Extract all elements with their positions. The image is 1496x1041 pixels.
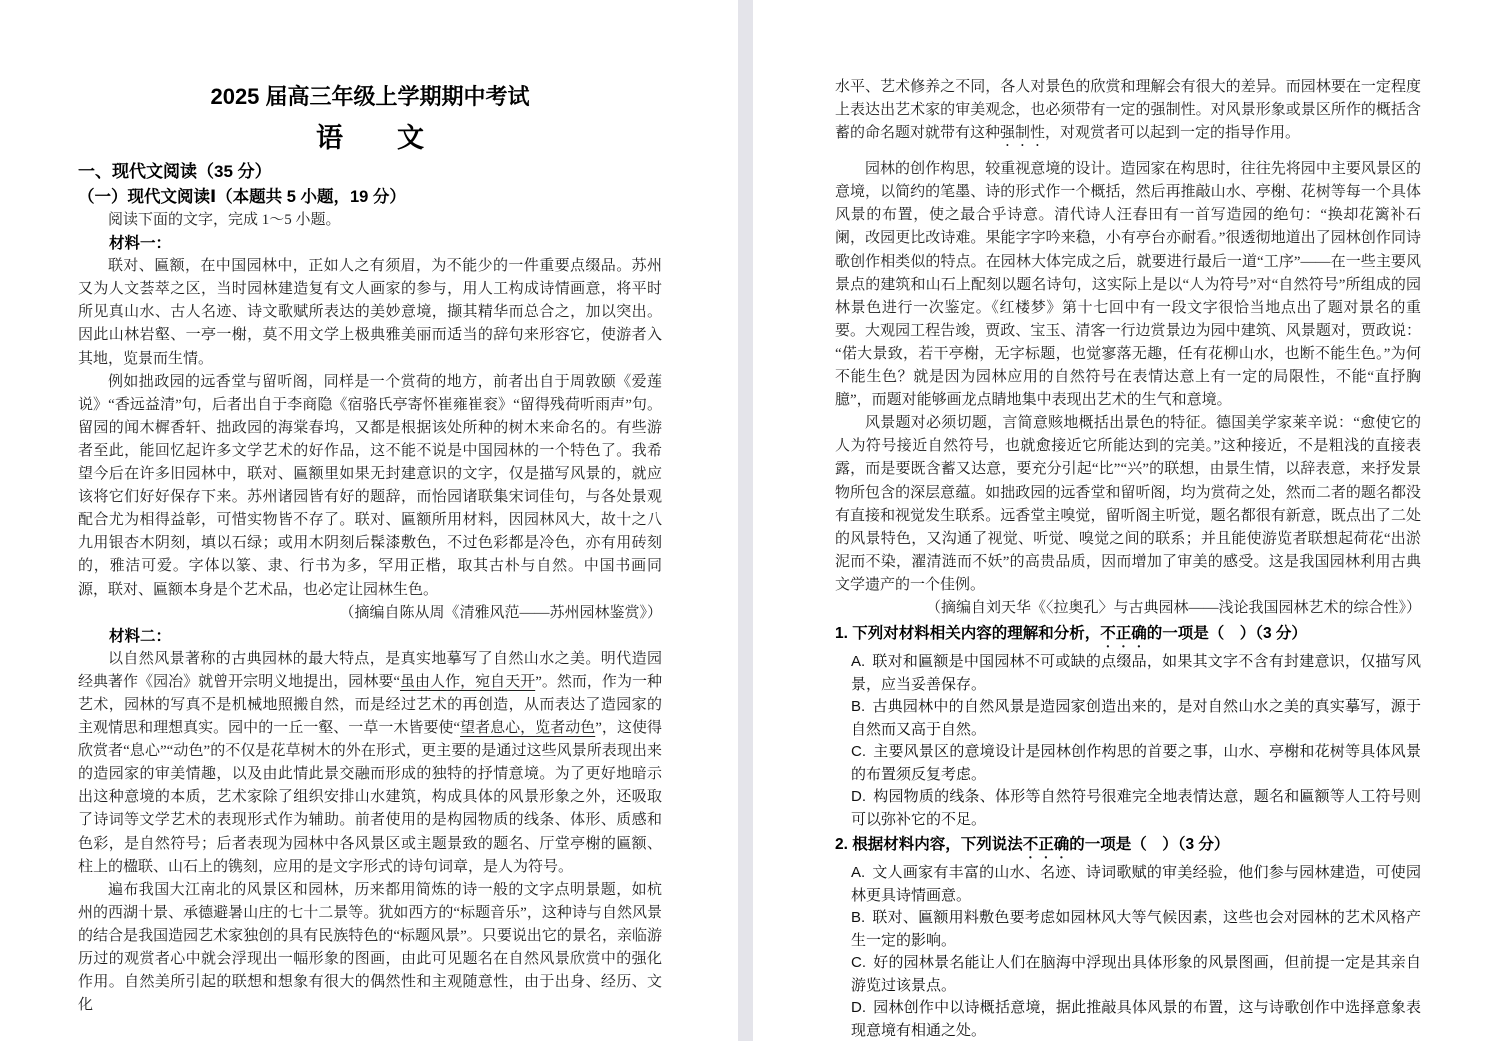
option-text: 好的园林景名能让人们在脑海中浮现出具体形象的风景图画，但前提一定是其亲自游览过该景点。 [851, 954, 1421, 994]
option-letter: A. [851, 653, 866, 671]
option-text: 古典园林中的自然风景是造园家创造出来的，是对自然山水之美的真实摹写，源于自然而又高于自然。 [851, 698, 1421, 738]
exam-title: 2025 届高三年级上学期期中考试 [210, 84, 530, 109]
option-letter: A. [851, 864, 866, 882]
question-2-option-b [835, 907, 1421, 952]
option-letter: C. [851, 954, 866, 972]
question-1-option-b [835, 696, 1421, 741]
question-2-option-c [835, 952, 1421, 997]
material1-label: 材料一： [109, 235, 172, 253]
option-letter: B. [851, 698, 866, 716]
question-2 [835, 833, 1421, 1041]
option-letter: B. [851, 909, 866, 927]
question-1-option-c [835, 741, 1421, 786]
option-text: 文人画家有丰富的山水、名迹、诗词歌赋的审美经验，他们参与园林建造，可使园林更具诗情画意。 [851, 864, 1421, 904]
page-2 [753, 0, 1496, 1041]
page-gap-divider [738, 0, 753, 1041]
question-2-option-d [835, 997, 1421, 1041]
material2-paragraph-1: 以自然风景著称的古典园林的最大特点，是真实地摹写了自然山水之美。明代造园经典著作《园冶》就曾开宗明义地提出，园林要“虽由人作，宛自天开”。然而，作为一种艺术，园林的写真不是机械地照搬自然，而是经过艺术的再创造，从而表达了造园家的主观情思和理想真实。园中的一丘一壑、一草一木皆要使“望者息心，览者动色”，这使得欣赏者“息心”“动色”的不仅是花草树木的外在形式，更主要的是通过这些风景所表现出来的造园家的审美情趣，以及由此情此景交融而形成的独特的抒情意境。为了更好地暗示出这种意境的本质，艺术家除了组织安排山水建筑，构成具体的风景形象之外，还吸取了诗词等文学艺术的表现形式作为辅助。前者使用的是构园物质的线条、体形、质感和色彩，是自然符号；后者表现为园林中各风景区或主题景致的题名、厅堂亭榭的匾额、柱上的楹联、山石上的镌刻，应用的是文字形式的诗句词章，是人为符号。 [78, 650, 662, 875]
question-2-option-a [835, 862, 1421, 907]
option-text: 联对和匾额是中国园林不可或缺的点缀品，如果其文字不含有封建意识，仅描写风景，应当妥善保存。 [851, 653, 1421, 693]
option-letter: D. [851, 788, 866, 806]
material2-paragraph-2: 遍布我国大江南北的风景区和园林，历来都用简炼的诗一般的文字点明景题，如杭州的西湖十景、承德避暑山庄的七十二景等。犹如西方的“标题音乐”，这种诗与自然风景的结合是我国造园艺术家独创的具有民族特色的“标题风景”。只要说出它的景名，亲临游历过的观赏者心中就会浮现出一幅形象的图画，由此可见题名在自然风景欣赏中的强化作用。自然美所引起的联想和想象有很大的偶然性和主观随意性，由于出身、经历、文化 [78, 881, 662, 1014]
page-1 [0, 0, 738, 1041]
material1-source: （摘编自陈从周《清雅风范——苏州园林鉴赏》） [339, 604, 662, 621]
material2-source: （摘编自刘天华《〈拉奥孔〉与古典园林——浅论我国园林艺术的综合性》） [925, 599, 1421, 616]
option-text: 构园物质的线条、体形等自然符号很难完全地表情达意，题名和匾额等人工符号则可以弥补它的不足。 [851, 788, 1421, 828]
subsection-heading: （一）现代文阅读Ⅰ（本题共 5 小题，19 分） [78, 188, 406, 206]
reading-instruction: 阅读下面的文字，完成 1～5 小题。 [108, 212, 341, 228]
option-text: 园林创作中以诗概括意境，据此推敲具体风景的布置，这与诗歌创作中选择意象表现意境有相通之处。 [851, 999, 1421, 1039]
question-2-stem: 2. 根据材料内容，下列说法不正确的一项是（ ）（3 分） [835, 836, 1230, 854]
material1-paragraph-2: 例如拙政园的远香堂与留听阁，同样是一个赏荷的地方，前者出自于周敦颐《爱莲说》“香远益清”句，后者出自于李商隐《宿骆氏亭寄怀崔雍崔衮》“留得残荷听雨声”句。留园的闻木樨香轩、拙政园的海棠春坞，又都是根据该处所种的树木来命名的。有些游者至此，能回忆起许多文学艺术的好作品，这不能不说是中国园林的一个特色了。我希望今后在许多旧园林中，联对、匾额里如果无封建意识的文字，仅是描写风景的，就应该将它们好好保存下来。苏州诸园皆有好的题辞，而怡园诸联集宋词佳句，与各处景观配合尤为相得益彰，可惜实物皆不存了。联对、匾额所用材料，因园林风大，故十之八九用银杏木阴刻，填以石绿；或用木阴刻后髹漆敷色，不过色彩都是冷色，亦有用砖刻的，雅洁可爱。字体以篆、隶、行书为多，罕用正楷，取其古朴与自然。中国书画同源，联对、匾额本身是个艺术品，也必定让园林生色。 [78, 373, 662, 598]
option-text: 联对、匾额用料敷色要考虑如园林风大等气候因素，这些也会对园林的艺术风格产生一定的影响。 [851, 909, 1421, 949]
section-heading: 一、现代文阅读（35 分） [78, 162, 272, 181]
material1-paragraph-1: 联对、匾额，在中国园林中，正如人之有须眉，为不能少的一件重要点缀品。苏州又为人文荟萃之区，当时园林建造复有文人画家的参与，用人工构成诗情画意，将平时所见真山水、古人名迹、诗文歌赋所表达的美妙意境，撷其精华而总合之，加以突出。因此山林岩壑、一亭一榭，莫不用文学上极典雅美丽而适当的辞句来形容它，使游者入其地，览景而生情。 [78, 258, 662, 367]
material2-paragraph-2-continued: 水平、艺术修养之不同，各人对景色的欣赏和理解会有很大的差异。而园林要在一定程度上表达出艺术家的审美观念，也必须带有一定的强制性。对风景形象或景区所作的概括含蓄的命名题对就带有这种强制性，对观赏者可以起到一定的指导作用。 [835, 79, 1421, 142]
question-1 [835, 622, 1421, 831]
question-1-option-a [835, 651, 1421, 696]
material2-paragraph-4: 风景题对必须切题，言简意赅地概括出景色的特征。德国美学家莱辛说：“愈使它的人为符号接近自然符号，也就愈接近它所能达到的完美。”这种接近，不是粗浅的直接表露，而是要既含蓄又达意，要充分引起“比”“兴”的联想，由景生情，以辞表意，来抒发景物所包含的深层意蕴。如拙政园的远香堂和留听阁，均为赏荷之处，然而二者的题名都没有直接和视觉发生联系。远香堂主嗅觉，留听阁主听觉，题名都很有新意，既点出了二处的风景特色，又沟通了视觉、听觉、嗅觉之间的联系；并且能使游览者联想起荷花“出淤泥而不染，濯清涟而不妖”的高贵品质，因而增加了审美的感受。这是我国园林利用古典文学遗产的一个佳例。 [835, 415, 1421, 593]
question-1-option-d [835, 786, 1421, 831]
question-1-stem: 1. 下列对材料相关内容的理解和分析，不正确的一项是（ ）（3 分） [835, 625, 1307, 643]
option-letter: D. [851, 999, 866, 1017]
material2-paragraph-3: 园林的创作构思，较重视意境的设计。造园家在构思时，往往先将园中主要风景区的意境，以简约的笔墨、诗的形式作一个概括，然后再推敲山水、亭榭、花树等每一个具体风景的布置，使之最合乎诗意。清代诗人汪春田有一首写造园的绝句：“换却花篱补石阑，改园更比改诗难。果能字字吟来稳，小有亭台亦耐看。”很透彻地道出了园林创作同诗歌创作相类似的特点。在园林大体完成之后，就要进行最后一道“工序”——在一些主要风景点的建筑和山石上配刻以题名诗句，这实际上是以“人为符号”对“自然符号”所组成的园林景色进行一次鉴定。《红楼梦》第十七回中有一段文字很恰当地点出了题对景名的重要。大观园工程告竣，贾政、宝玉、清客一行边赏景边为园中建筑、风景题对，贾政说：“偌大景致，若干亭榭，无字标题，也觉寥落无趣，任有花柳山水，也断不能生色。”为何不能生色？就是因为园林应用的自然符号在表情达意上有一定的局限性，不能“直抒胸臆”，而题对能够画龙点睛地集中表现出艺术的生气和意境。 [835, 161, 1421, 409]
material2-label: 材料二： [109, 627, 172, 645]
option-text: 主要风景区的意境设计是园林创作构思的首要之事，山水、亭榭和花树等具体风景的布置须反复考虑。 [851, 743, 1421, 783]
option-letter: C. [851, 743, 866, 761]
subject-title: 语 文 [316, 123, 424, 153]
